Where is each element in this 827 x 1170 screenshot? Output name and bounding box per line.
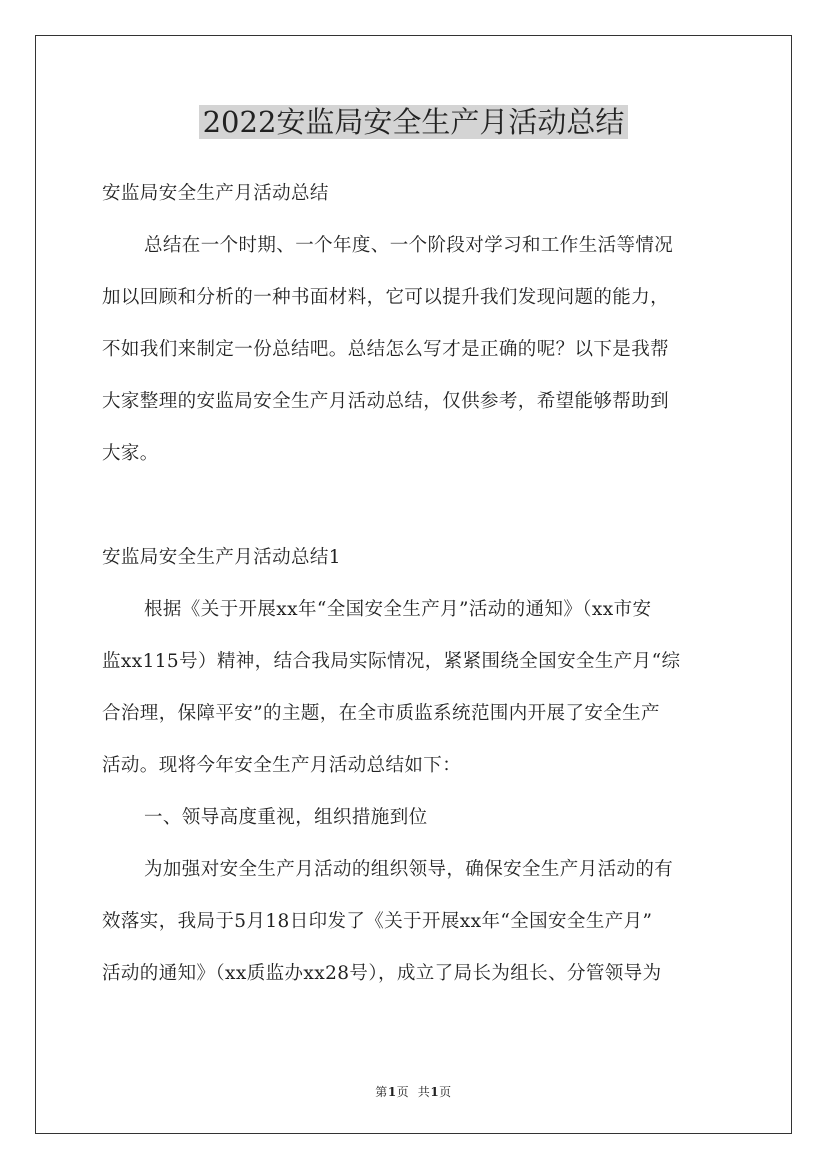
subtitle-line: 安监局安全生产月活动总结	[102, 183, 329, 204]
section-heading: 安监局安全生产月活动总结1	[102, 547, 341, 568]
paragraph-line: 监xx115号）精神，结合我局实际情况，紧紧围绕全国安全生产月“综	[102, 651, 681, 672]
paragraph-line: 活动。现将今年安全生产月活动总结如下：	[102, 755, 462, 776]
page-label-prefix: 第	[375, 1085, 388, 1099]
subsection-heading: 一、领导高度重视，组织措施到位	[144, 807, 428, 828]
paragraph-line: 总结在一个时期、一个年度、一个阶段对学习和工作生活等情况	[144, 235, 674, 256]
document-title-text: 2022安监局安全生产月活动总结	[199, 105, 629, 139]
paragraph-line: 加以回顾和分析的一种书面材料，它可以提升我们发现问题的能力，	[102, 287, 670, 308]
page-label-suffix: 页	[439, 1085, 452, 1099]
document-title	[0, 100, 827, 144]
page-label-mid: 页 共	[396, 1085, 431, 1099]
paragraph-line: 根据《关于开展xx年“全国安全生产月”活动的通知》（xx市安	[144, 599, 652, 620]
document-body	[102, 168, 732, 1000]
paragraph-line: 不如我们来制定一份总结吧。总结怎么写才是正确的呢？以下是我帮	[102, 339, 670, 360]
paragraph-line: 活动的通知》（xx质监办xx28号），成立了局长为组长、分管领导为	[102, 963, 662, 984]
paragraph-line: 为加强对安全生产月活动的组织领导，确保安全生产月活动的有	[144, 859, 674, 880]
paragraph-line: 合治理，保障平安”的主题，在全市质监系统范围内开展了安全生产	[102, 703, 660, 724]
page-footer	[0, 1082, 827, 1102]
paragraph-line: 效落实，我局于5月18日印发了《关于开展xx年“全国安全生产月”	[102, 911, 653, 932]
paragraph-line: 大家整理的安监局安全生产月活动总结，仅供参考，希望能够帮助到	[102, 391, 670, 412]
page-total: 1	[430, 1085, 440, 1099]
blank-line	[102, 480, 732, 532]
page-current: 1	[387, 1085, 397, 1099]
paragraph-line: 大家。	[102, 443, 159, 464]
